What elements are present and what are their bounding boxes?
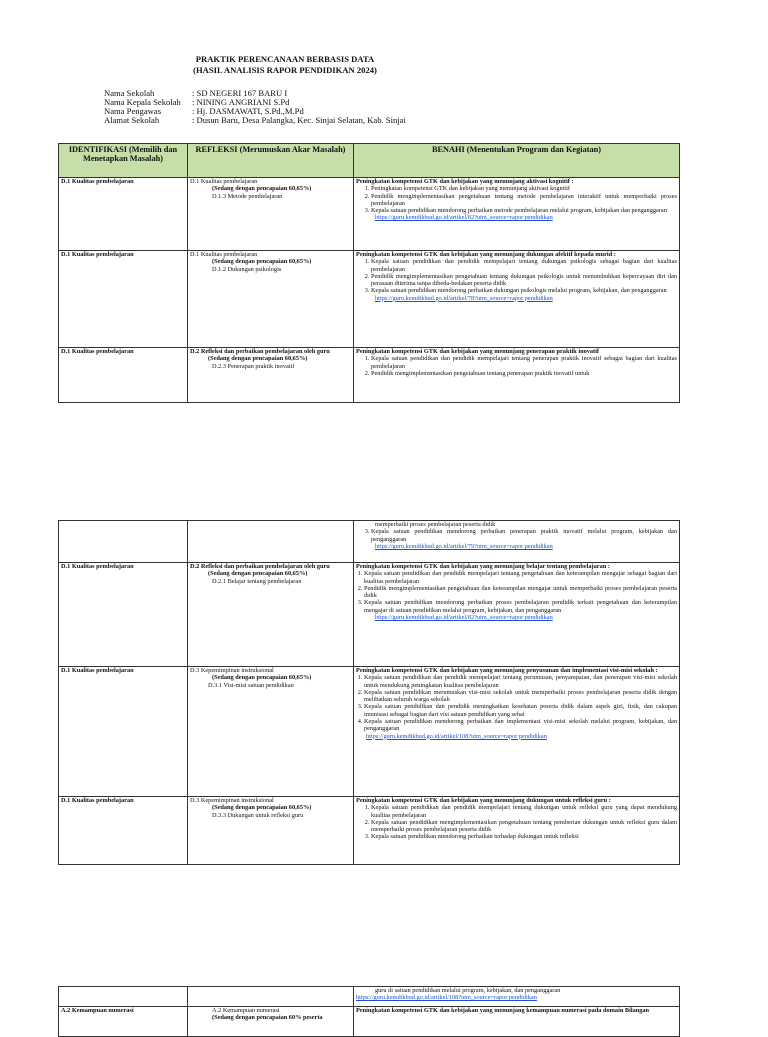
benahi-title: Peningkatan kompetensi GTK dan kebijakan yang menunjang aktivasi kognitif : (356, 178, 574, 185)
table-row (59, 797, 680, 865)
list-item: 1. Kepala satuan pendidikan dan pendidik mempelajari tentang dukungan psikologis sebagai bagian dari kualitas pembelajaran (371, 258, 677, 273)
refleksi-cell (188, 797, 354, 865)
refleksi-cell (188, 251, 354, 348)
column-header-benahi: BENAHI (Menentukan Program dan Kegiatan) (354, 144, 680, 178)
list-item: 1. Kepala satuan pendidikan dan pendidik mempelajari tentang pengetahuan dan keterampilan mengajar sebagai bagian dari kualitas pembelajaran (364, 570, 677, 585)
refleksi-title: D.1 Kualitas pembelajaran (190, 251, 258, 258)
benahi-list (356, 258, 677, 294)
refleksi-cell (188, 1007, 354, 1037)
benahi-cell (354, 521, 680, 563)
benahi-title: Peningkatan kompetensi GTK dan kebijakan yang menunjang penyusunan dan implementasi visi-misi sekolah : (356, 667, 658, 674)
benahi-list (356, 674, 677, 732)
list-item: 3. Kepala satuan pendidikan mendorong perbaikan dukungan psikologis melalui program, kebijakan, dan penganggaran (371, 287, 677, 294)
info-value: : NINING ANGRIANI S.Pd (192, 97, 290, 108)
benahi-cell (354, 178, 680, 251)
benahi-cell (354, 251, 680, 348)
table-row (59, 1007, 680, 1037)
refleksi-sub: D.1.2 Dukungan psikologis (212, 265, 282, 273)
refleksi-sub: D.2.1 Belajar tentang pembelajaran (212, 577, 302, 585)
list-item: 3. Kepala satuan pendidikan mendorong perbaikan metode pembelajaran melalui program, kebijakan dan penganggaran (371, 207, 677, 214)
list-item: 2. Kepala satuan pendidikan merumuskan visi-misi sekolah untuk memperbaiki proses pembelajaran peserta didik dengan melibatkan seluruh warga sekolah (364, 689, 677, 704)
column-header-identifikasi: IDENTIFIKASI (Memilih dan Menetapkan Masalah) (59, 144, 188, 178)
list-item: 1. Kepala satuan pendidikan dan pendidik mempelajari tentang perumusan, penyampaian, dan penerapan visi-misi sekolah untuk mendukung peningkatan kualitas pembelajaran (364, 674, 677, 689)
refleksi-cell (188, 521, 354, 563)
benahi-cell (354, 563, 680, 667)
refleksi-cell (188, 563, 354, 667)
list-item: 1. Peningkatan kompetensi GTK dan kebijakan yang menunjang aktivasi kognitif (371, 185, 677, 192)
article-link[interactable]: https://guru.kemdikbud.go.id/artikel/82?utm_source=rapor pendidikan (375, 214, 553, 222)
info-value: : Hj. DASMAWATI, S.Pd.,M.Pd (192, 106, 304, 117)
continued-text: guru di satuan pendidikan melalui program, kebijakan, dan penganggaran (375, 987, 561, 994)
refleksi-status: (Sedang dengan pencapaian 60,65%) (208, 570, 308, 578)
list-item: 2. Pendidik mengimplementasikan pengetahuan tentang dukungan psikologis untuk menumbuhkan kepercayaan diri dan perasaan diterima tanpa dibeda-bedakan peserta didik (371, 273, 677, 288)
benahi-list (356, 804, 677, 840)
list-item: 2. Pendidik mengimplementasikan pengetahuan dan keterampilan mengajar untuk memperbaiki proses pembelajaran peserta didik (364, 585, 677, 600)
table-row (59, 521, 680, 563)
list-item: 2. Pendidik mengimplementasikan pengetahuan tentang metode pembelajaran interaktif untuk memperbaiki proses pembelajaran (371, 193, 677, 208)
refleksi-cell (188, 348, 354, 403)
article-link[interactable]: https://guru.kemdikbud.go.id/artikel/79?utm_source=rapor pendidikan (375, 542, 553, 550)
info-value: : SD NEGERI 167 BARU I (192, 88, 288, 98)
refleksi-sub: D.2.3 Penerapan praktik inovatif (212, 362, 295, 370)
list-item: 3. Kepala satuan pendidikan dan pendidik meningkatkan kesehatan peserta didik dalam aspek gizi, fisik, dan cakupan imunisasi sebagai bagian dari visi satuan pendidikan yang sehat (364, 703, 677, 718)
identifikasi-cell: D.1 Kualitas pembelajaran (59, 563, 188, 667)
list-item: 3. Kepala satuan pendidikan mendorong perbaikan penerapan praktik inovatif melalui program, kebijakan dan penganggaran (371, 528, 677, 543)
article-link[interactable]: https://guru.kemdikbud.go.id/artikel/82?utm_source=rapor pendidikan (375, 614, 553, 622)
refleksi-status: (Sedang dengan pencapaian 60% peserta (212, 1014, 323, 1022)
identifikasi-cell: D.1 Kualitas pembelajaran (59, 251, 188, 348)
benahi-list (356, 570, 677, 614)
school-info (104, 89, 406, 125)
list-item: 2. Kepala satuan pendidikan mengimplementasikan pengetahuan tentang pemberian dukungan untuk refleksi guru dalam memperbaiki proses pembelajaran peserta didik (371, 819, 677, 834)
benahi-cell (354, 667, 680, 797)
column-header-refleksi: REFLEKSI (Merumuskan Akar Masalah) (188, 144, 354, 178)
table-row (59, 667, 680, 797)
table-row (59, 563, 680, 667)
planning-table-page-3 (58, 986, 680, 1037)
info-label: Nama Pengawas (104, 106, 162, 117)
planning-table-page-1 (58, 143, 680, 403)
refleksi-title: D.3 Kepemimpinan instruksional (190, 667, 274, 674)
planning-table-page-2 (58, 520, 680, 865)
identifikasi-cell (59, 521, 188, 563)
benahi-list (356, 185, 677, 214)
table-row (59, 251, 680, 348)
benahi-cell (354, 348, 680, 403)
refleksi-title: D.2 Refleksi dan perbaikan pembelajaran oleh guru (190, 348, 330, 355)
article-link[interactable]: https://guru.kemdikbud.go.id/artikel/78?utm_source=rapor pendidikan (375, 294, 553, 302)
article-link[interactable]: https://guru.kemdikbud.go.id/artikel/108?utm_source=rapor pendidikan (366, 732, 547, 740)
refleksi-sub: D.1.3 Metode pembelajaran (212, 192, 283, 200)
refleksi-cell (188, 987, 354, 1007)
table-row (59, 348, 680, 403)
refleksi-sub: D.3.3 Dukungan untuk refleksi guru (212, 811, 304, 819)
benahi-title: Peningkatan kompetensi GTK dan kebijakan yang menunjang belajar tentang pembelajaran : (356, 563, 610, 570)
table-row (59, 987, 680, 1007)
benahi-title: Peningkatan kompetensi GTK dan kebijakan yang menunjang dukungan untuk refleksi guru : (356, 797, 611, 804)
table-row (59, 178, 680, 251)
identifikasi-cell: A.2 Kemampuan numerasi (59, 1007, 188, 1037)
identifikasi-cell (59, 987, 188, 1007)
benahi-cell (354, 987, 680, 1007)
benahi-title: Peningkatan kompetensi GTK dan kebijakan yang menunjang penerapan praktik inovatif (356, 348, 600, 355)
refleksi-title: D.2 Refleksi dan perbaikan pembelajaran oleh guru (190, 563, 330, 570)
identifikasi-cell: D.1 Kualitas pembelajaran (59, 667, 188, 797)
refleksi-cell (188, 667, 354, 797)
document-title (0, 54, 570, 75)
refleksi-sub: D.3.1 Visi-misi satuan pendidikan (208, 681, 294, 689)
benahi-list (356, 528, 677, 543)
identifikasi-cell: D.1 Kualitas pembelajaran (59, 348, 188, 403)
list-item: 2. Pendidik mengimplementasikan pengetahuan tentang penerapan praktik inovatif untuk (371, 370, 677, 377)
identifikasi-cell: D.1 Kualitas pembelajaran (59, 797, 188, 865)
benahi-cell (354, 797, 680, 865)
benahi-title: Peningkatan kompetensi GTK dan kebijakan yang menunjang kemampuan numerasi pada domain Bilangan (356, 1007, 650, 1014)
benahi-list (356, 355, 677, 377)
list-item: 3. Kepala satuan pendidikan mendorong perbaikan proses pembelajaran pendidik terkait pengetahuan dan keterampilan mengajar di satuan pendidikan melalui program, kebijakan, dan penganggaran (364, 599, 677, 614)
info-value: : Dusun Baru, Desa Palangka, Kec. Sinjai Selatan, Kab. Sinjai (192, 115, 406, 126)
identifikasi-cell: D.1 Kualitas pembelajaran (59, 178, 188, 251)
refleksi-title: A.2 Kemampuan numerasi (212, 1007, 280, 1014)
benahi-title: Peningkatan kompetensi GTK dan kebijakan yang menunjang dukungan afektif kepada murid : (356, 251, 616, 258)
refleksi-status: (Sedang dengan pencapaian 60,65%) (208, 355, 308, 363)
refleksi-status: (Sedang dengan pencapaian 60,65%) (212, 258, 312, 266)
list-item: 4. Kepala satuan pendidikan mendorong perbaikan dan implementasi visi-misi sekolah melalui program, kebijakan, dan penganggaran (364, 718, 677, 733)
refleksi-title: D.3 Kepemimpinan instruksional (190, 797, 274, 804)
title-line-1: PRAKTIK PERENCANAAN BERBASIS DATA (195, 54, 375, 64)
benahi-cell (354, 1007, 680, 1037)
list-item: 1. Kepala satuan pendidikan dan pendidik mempelajari tentang dukungan untuk refleksi guru yang dapat mendukung kualitas pembelajaran (371, 804, 677, 819)
info-row (104, 116, 406, 125)
list-item: 1. Kepala satuan pendidikan dan pendidik mempelajari tentang penerapan praktik inovatif sebagai bagian dari kualitas pembelajaran (371, 355, 677, 370)
refleksi-status: (Sedang dengan pencapaian 60,65%) (212, 185, 312, 193)
title-line-2: (HASIL ANALISIS RAPOR PENDIDIKAN 2024) (193, 64, 377, 75)
refleksi-title: D.1 Kualitas pembelajaran (190, 178, 258, 185)
info-label: Nama Sekolah (104, 88, 155, 98)
refleksi-status: (Sedang dengan pencapaian 60,65%) (212, 674, 312, 682)
continued-text: memperbaiki proses pembelajaran peserta didik (375, 521, 496, 528)
refleksi-status: (Sedang dengan pencapaian 60,65%) (212, 804, 312, 812)
article-link[interactable]: https://guru.kemdikbud.go.id/artikel/108?utm_source=rapor pendidikan (356, 994, 537, 1002)
list-item: 3. Kepala satuan pendidikan mendorong perbaikan terhadap dukungan untuk refleksi (371, 833, 677, 840)
info-label: Alamat Sekolah (104, 115, 160, 126)
info-label: Nama Kepala Sekolah (104, 97, 181, 108)
refleksi-cell (188, 178, 354, 251)
